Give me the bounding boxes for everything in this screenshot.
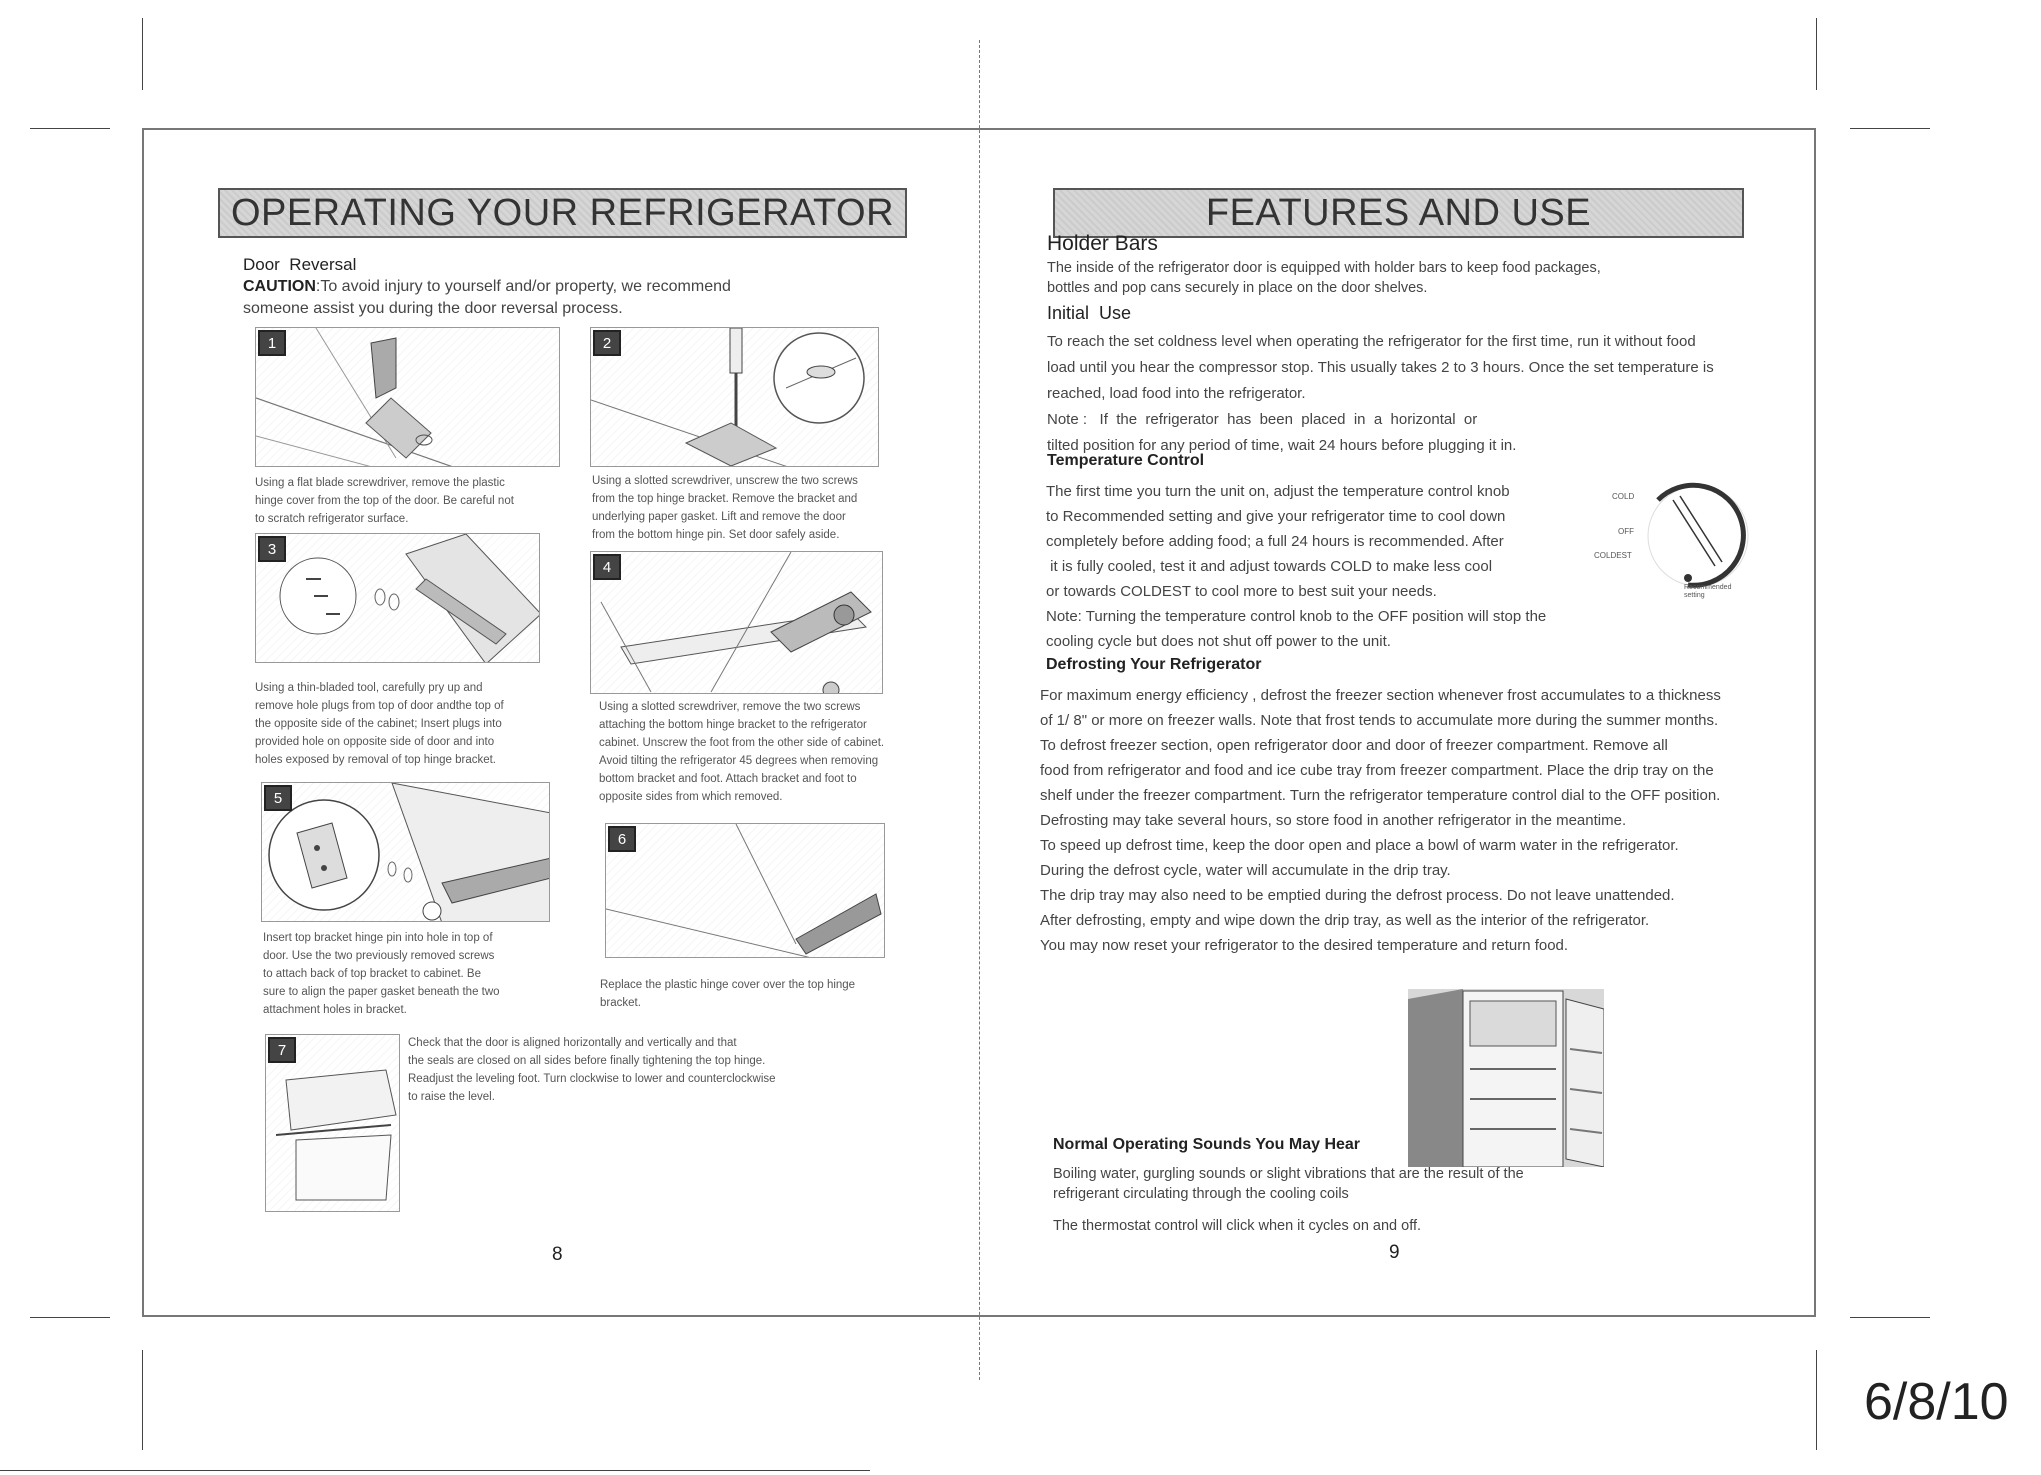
- initial-use-heading: Initial Use: [1047, 303, 1132, 323]
- step-6-caption: Replace the plastic hinge cover over the top hinge bracket.: [600, 979, 856, 1009]
- step-1-caption: Using a flat blade screwdriver, remove the plastic hinge cover from the top of the door. Be careful not to scratch refrigerator surface.: [255, 477, 514, 525]
- thermostat-text: The thermostat control will click when it cycles on and off.: [1053, 1218, 1422, 1234]
- crop-mark: [1816, 18, 1817, 90]
- caution-line: :To avoid injury to yourself and/or property, we recommend: [315, 278, 731, 295]
- temperature-control-heading: Temperature Control: [1047, 452, 1205, 469]
- defrosting-heading: Defrosting Your Refrigerator: [1046, 656, 1262, 673]
- dial-label-recommended: Recommended setting: [1684, 584, 1732, 599]
- step-7-badge: 7: [268, 1037, 296, 1063]
- holder-bars-heading: Holder Bars: [1047, 232, 1158, 255]
- bottom-rule: [0, 1470, 870, 1471]
- step-7-illustration: [265, 1034, 400, 1212]
- left-page-title: OPERATING YOUR REFRIGERATOR: [218, 188, 907, 238]
- step-3-badge: 3: [258, 536, 286, 562]
- page-number-right: 9: [1389, 1242, 1400, 1263]
- step-3-caption: Using a thin-bladed tool, carefully pry up and remove hole plugs from top of door andthe top of the opposite side of the cabinet; Insert plugs into provided hole on opposite side of door and into holes exposed by removal of top hinge bracket.: [255, 682, 504, 766]
- step-5-badge: 5: [264, 785, 292, 811]
- holder-bars-text: The inside of the refrigerator door is equipped with holder bars to keep food packages, bottles and pop cans securely in place on the door shelves.: [1047, 260, 1601, 296]
- step-4-illustration: [590, 551, 883, 694]
- step-6-illustration: [605, 823, 885, 958]
- caution-line: someone assist you during the door reversal process.: [243, 300, 623, 317]
- defrosting-text: For maximum energy efficiency , defrost the freezer section whenever frost accumulates to a thickness of 1/ 8" or more on freezer walls. Note that frost tends to accumulate more during the summer months. To defrost freezer section, open refrigerator door and door of freezer compartment. Remove all food from refrigerator and food and ice cube tray from freezer compartment. Place the drip tray on the shelf under the freezer compartment. Turn the refrigerator temperature control dial to the OFF position. Defrosting may take several hours, so store food in another refrigerator in the meantime. To speed up defrost time, keep the door open and place a bowl of warm water in the refrigerator. During the defrost cycle, water will accumulate in the drip tray. The drip tray may also need to be emptied during the defrost process. Do not leave unattended. After defrosting, empty and wipe down the drip tray, as well as the interior of the refrigerator. You may now reset your refrigerator to the desired temperature and return food.: [1040, 687, 1721, 954]
- step-1-illustration: [255, 327, 560, 467]
- bottom-hinge-drawing: [591, 552, 883, 694]
- page-number-left: 8: [552, 1244, 563, 1265]
- caution-label: CAUTION: [243, 278, 316, 295]
- crop-mark: [1816, 1350, 1817, 1450]
- temperature-control-text: The first time you turn the unit on, adjust the temperature control knob to Recommended setting and give your refrigerator time to cool down completely before adding food; a full 24 hours is recommended. After it is fully cooled, test it and adjust towards COLD to make less cool or towards COLDEST to cool more to best suit your needs. Note: Turning the temperature control knob to the OFF position will stop the cooling cycle but does not shut off power to the unit.: [1046, 483, 1547, 650]
- right-page-title: FEATURES AND USE: [1053, 188, 1744, 238]
- step-4-caption: Using a slotted screwdriver, remove the two screws attaching the bottom hinge bracket to the refrigerator cabinet. Unscrew the foot from the other side of cabinet. Avoid tilting the refrigerator 45 degrees when removing bottom bracket and foot. Attach bracket and foot to opposite sides from which removed.: [599, 701, 885, 803]
- crop-mark: [30, 1317, 110, 1318]
- step-1-badge: 1: [258, 330, 286, 356]
- hinge-cover-drawing: [606, 824, 885, 958]
- refrigerator-photo: [1408, 989, 1604, 1167]
- step-2-caption: Using a slotted screwdriver, unscrew the two screws from the top hinge bracket. Remove the bracket and underlying paper gasket. Lift and remove the door from the bottom hinge pin. Set door safely aside.: [592, 475, 858, 541]
- dial-label-cold: COLD: [1612, 492, 1635, 501]
- top-bracket-drawing: [262, 783, 550, 922]
- crop-mark: [1850, 128, 1930, 129]
- step-2-badge: 2: [593, 330, 621, 356]
- crop-mark: [30, 128, 110, 129]
- operating-sounds-heading: Normal Operating Sounds You May Hear: [1053, 1136, 1361, 1153]
- step-5-illustration: [261, 782, 550, 922]
- step-4-badge: 4: [593, 554, 621, 580]
- footer-date: 6/8/10: [1864, 1373, 2009, 1431]
- step-5-caption: Insert top bracket hinge pin into hole in top of door. Use the two previously removed screws to attach back of top bracket to cabinet. Be sure to align the paper gasket beneath the two attachment holes in bracket.: [263, 932, 500, 1016]
- crop-mark: [142, 18, 143, 90]
- dial-label-off: OFF: [1618, 527, 1634, 536]
- step-3-illustration: [255, 533, 540, 663]
- crop-mark: [142, 1350, 143, 1450]
- door-reversal-heading: Door Reversal: [243, 255, 357, 274]
- crop-mark: [1850, 1317, 1930, 1318]
- open-refrigerator-image: [1408, 989, 1604, 1167]
- temperature-dial: [1588, 478, 1758, 613]
- operating-sounds-text: Boiling water, gurgling sounds or slight vibrations that are the result of the refrigerant circulating through the cooling coils: [1053, 1166, 1524, 1202]
- hinge-bracket-drawing: [591, 328, 879, 467]
- step-6-badge: 6: [608, 826, 636, 852]
- dial-label-coldest: COLDEST: [1594, 551, 1632, 560]
- step-7-caption: Check that the door is aligned horizontally and vertically and that the seals are closed on all sides before finally tightening the top hinge. Readjust the leveling foot. Turn clockwise to lower and counterclockwise to raise the level.: [408, 1037, 776, 1103]
- refrigerator-top-drawing: [256, 328, 560, 467]
- initial-use-text: To reach the set coldness level when operating the refrigerator for the first time, run it without food load until you hear the compressor stop. This usually takes 2 to 3 hours. Once the set temperature is reached, load food into the refrigerator. Note : If the refrigerator has been placed in a horizontal or tilted position for any period of time, wait 24 hours before plugging it in.: [1047, 333, 1714, 454]
- step-2-illustration: [590, 327, 879, 467]
- caution-text: [243, 276, 731, 320]
- hole-plugs-drawing: [256, 534, 540, 663]
